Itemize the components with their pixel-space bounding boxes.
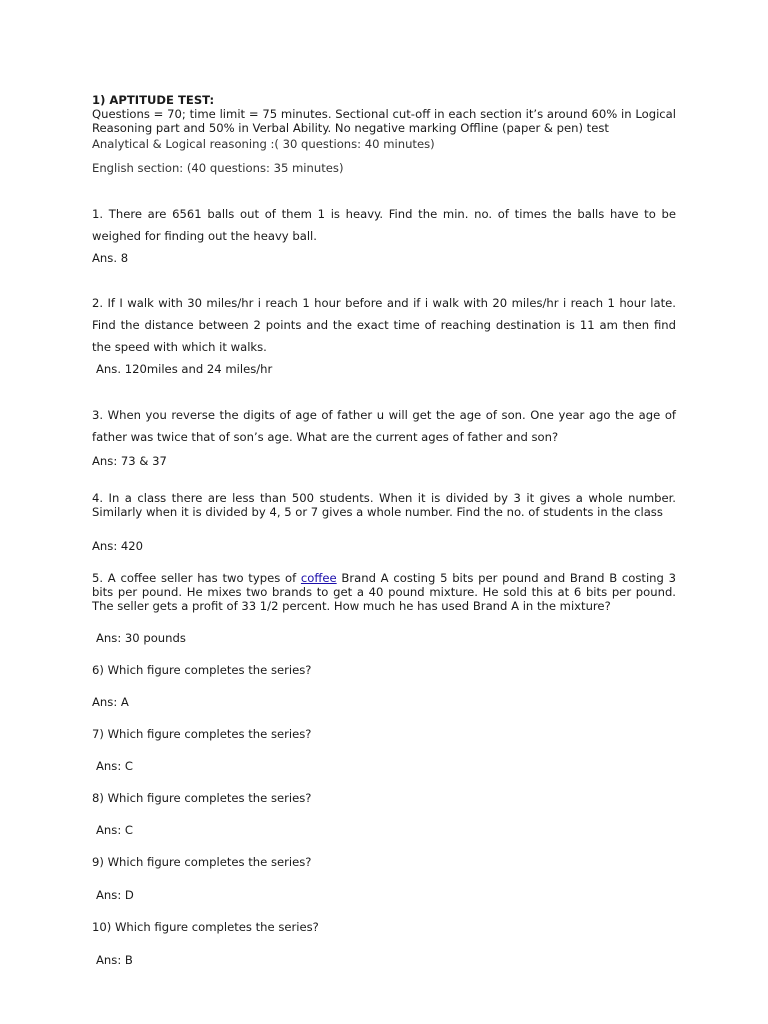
coffee-link[interactable]: coffee [300,571,337,585]
answer-5: Ans: 30 pounds [96,631,186,645]
analytical-section-info: Analytical & Logical reasoning :( 30 questions: 40 minutes) [92,137,435,151]
question-5-text-after: Brand A costing 5 bits per pound and Brand B costing 3 bits per pound. He mixes two brands to get a 40 pound mixture. He sold this at 6 bits per pound. The seller gets a profit of 33 1/2 percent. How much he has used Brand A in the mixture? [92,571,676,613]
answer-2: Ans. 120miles and 24 miles/hr [96,362,273,376]
question-7: 7) Which figure completes the series? [92,727,312,741]
question-1: 1. There are 6561 balls out of them 1 is heavy. Find the min. no. of times the balls have to be weighed for finding out the heavy ball. [92,207,676,243]
answer-7: Ans: C [96,759,134,773]
answer-3: Ans: 73 & 37 [92,454,167,468]
english-section-info: English section: (40 questions: 35 minutes) [92,161,344,175]
answer-1: Ans. 8 [92,251,129,265]
question-5 [92,571,676,613]
answer-9: Ans: D [96,888,134,902]
question-6: 6) Which figure completes the series? [92,663,312,677]
answer-4: Ans: 420 [92,539,144,553]
test-intro: Questions = 70; time limit = 75 minutes. Sectional cut-off in each section it’s around 60% in Logical Reasoning part and 50% in Verbal Ability. No negative marking Offline (paper & pen) test [92,107,676,135]
answer-8: Ans: C [96,823,134,837]
question-8: 8) Which figure completes the series? [92,791,312,805]
question-2: 2. If I walk with 30 miles/hr i reach 1 hour before and if i walk with 20 miles/hr i reach 1 hour late. Find the distance between 2 points and the exact time of reaching destination is 11 am then find the speed with which it walks. [92,296,676,354]
question-3: 3. When you reverse the digits of age of father u will get the age of son. One year ago the age of father was twice that of son’s age. What are the current ages of father and son? [92,408,676,444]
question-4: 4. In a class there are less than 500 students. When it is divided by 3 it gives a whole number. Similarly when it is divided by 4, 5 or 7 gives a whole number. Find the no. of students in the class [92,491,676,519]
answer-6: Ans: A [92,695,129,709]
section-title: 1) APTITUDE TEST: [92,93,215,107]
answer-10: Ans: B [96,953,133,967]
question-5-text-before: 5. A coffee seller has two types of [92,571,301,585]
question-10: 10) Which figure completes the series? [92,920,319,934]
question-9: 9) Which figure completes the series? [92,855,312,869]
